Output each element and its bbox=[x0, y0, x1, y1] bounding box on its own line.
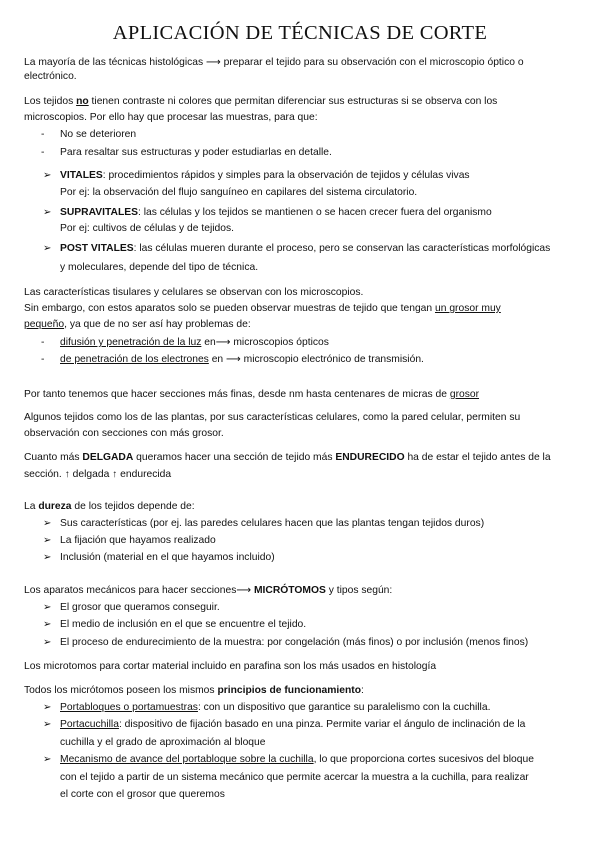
list-item bbox=[60, 701, 490, 714]
text-run: de los tejidos depende de: bbox=[71, 501, 195, 512]
list-item bbox=[60, 353, 424, 366]
paragraph-line bbox=[24, 500, 195, 513]
underlined-text: grosor bbox=[449, 389, 480, 400]
dash-bullet: - bbox=[41, 354, 45, 365]
underlined-text: pequeño bbox=[24, 319, 65, 330]
list-item bbox=[60, 206, 492, 219]
list-item-continuation: con el tejido a partir de un sistema mecánico que permite acercar la muestra a la cuchilla, para realizar bbox=[60, 772, 529, 783]
list-item: El proceso de endurecimiento de la muestra: por congelación (más finos) o por inclusión (menos finos) bbox=[60, 637, 529, 648]
paragraph-line bbox=[24, 388, 479, 401]
arrow-bullet-icon: ➢ bbox=[43, 518, 52, 529]
bold-term: POST VITALES bbox=[60, 243, 134, 254]
paragraph-line bbox=[24, 95, 497, 108]
underlined-text: de penetración de los electrones bbox=[60, 354, 209, 365]
list-item bbox=[60, 718, 525, 731]
text-run: Los tejidos bbox=[24, 96, 77, 107]
list-item bbox=[60, 242, 550, 255]
underlined-text: difusión y penetración de la luz bbox=[60, 337, 202, 348]
bold-term: dureza bbox=[38, 501, 72, 512]
text-run: queramos hacer una sección de tejido más bbox=[133, 452, 336, 463]
arrow-bullet-icon: ➢ bbox=[43, 602, 52, 613]
bold-term: VITALES bbox=[60, 170, 103, 181]
list-item-continuation: Por ej: cultivos de células y de tejidos. bbox=[60, 223, 234, 234]
bold-term: MICRÓTOMOS bbox=[253, 585, 326, 596]
text-run: Por tanto tenemos que hacer secciones más finas, desde nm hasta centenares de micras de bbox=[24, 389, 450, 400]
paragraph-line bbox=[24, 302, 501, 315]
text-run: : dispositivo de fijación basado en una pinza. Permite variar el ángulo de inclinación de la bbox=[118, 719, 526, 730]
underlined-text: Portacuchilla bbox=[60, 719, 119, 730]
text-run: , ya que de no ser así hay problemas de: bbox=[64, 319, 251, 330]
list-item: La fijación que hayamos realizado bbox=[60, 535, 216, 546]
list-item-continuation: el corte con el grosor que queremos bbox=[60, 789, 225, 800]
text-run: Todos los micrótomos poseen los mismos bbox=[24, 685, 218, 696]
paragraph-line bbox=[24, 318, 251, 331]
text-run: La bbox=[24, 501, 39, 512]
paragraph-line: observación con secciones con más grosor. bbox=[24, 428, 224, 439]
text-run: Los aparatos mecánicos para hacer secciones⟶ bbox=[24, 585, 254, 596]
list-item bbox=[60, 336, 329, 349]
list-item: Para resaltar sus estructuras y poder estudiarlas en detalle. bbox=[60, 147, 332, 158]
dash-bullet: - bbox=[41, 147, 45, 158]
text-run: en ⟶ microscopio electrónico de transmisión. bbox=[208, 354, 424, 365]
arrow-bullet-icon: ➢ bbox=[43, 170, 52, 181]
paragraph-line: sección. ↑ delgada ↑ endurecida bbox=[24, 469, 172, 480]
list-item: El grosor que queramos conseguir. bbox=[60, 602, 220, 613]
list-item: No se deterioren bbox=[60, 129, 137, 140]
list-item bbox=[60, 169, 470, 182]
arrow-bullet-icon: ➢ bbox=[43, 552, 52, 563]
text-run: Sin embargo, con estos aparatos solo se pueden observar muestras de tejido que tengan bbox=[24, 303, 435, 314]
dash-bullet: - bbox=[41, 129, 45, 140]
text-run: tienen contraste ni colores que permitan diferenciar sus estructuras si se observa con los bbox=[88, 96, 498, 107]
bold-term: SUPRAVITALES bbox=[60, 207, 138, 218]
dash-bullet: - bbox=[41, 337, 45, 348]
list-item-continuation: y moleculares, depende del tipo de técnica. bbox=[60, 262, 259, 273]
arrow-bullet-icon: ➢ bbox=[43, 754, 52, 765]
list-item: Sus características (por ej. las paredes celulares hacen que las plantas tengan tejidos duros) bbox=[60, 518, 485, 529]
paragraph-line: Los microtomos para cortar material incluido en parafina son los más usados en histología bbox=[24, 661, 437, 672]
arrow-bullet-icon: ➢ bbox=[43, 702, 52, 713]
paragraph-line: Las características tisulares y celulares se observan con los microscopios. bbox=[24, 287, 364, 298]
text-run: : con un dispositivo que garantice su paralelismo con la cuchilla. bbox=[197, 702, 491, 713]
bold-term: principios de funcionamiento bbox=[217, 685, 362, 696]
arrow-bullet-icon: ➢ bbox=[43, 719, 52, 730]
text-run: y tipos según: bbox=[325, 585, 393, 596]
paragraph-line: electrónico. bbox=[24, 71, 77, 82]
underlined-text: Portabloques o portamuestras bbox=[60, 702, 198, 713]
text-run: : procedimientos rápidos y simples para la observación de tejidos y células vivas bbox=[102, 170, 470, 181]
underlined-text: Mecanismo de avance del portabloque sobre la cuchilla bbox=[60, 754, 314, 765]
bold-term: ENDURECIDO bbox=[335, 452, 405, 463]
paragraph-line: Algunos tejidos como los de las plantas, por sus características celulares, como la pared celular, permiten su bbox=[24, 412, 521, 423]
text-run: ha de estar el tejido antes de la bbox=[404, 452, 551, 463]
paragraph-line bbox=[24, 451, 551, 464]
arrow-bullet-icon: ➢ bbox=[43, 535, 52, 546]
bold-term: DELGADA bbox=[82, 452, 134, 463]
arrow-bullet-icon: ➢ bbox=[43, 637, 52, 648]
paragraph-line bbox=[24, 584, 392, 597]
underlined-text: un grosor muy bbox=[435, 303, 501, 314]
page-title: APLICACIÓN DE TÉCNICAS DE CORTE bbox=[112, 22, 488, 44]
arrow-bullet-icon: ➢ bbox=[43, 243, 52, 254]
text-run: , lo que proporciona cortes sucesivos del bloque bbox=[313, 754, 534, 765]
text-run: : las células y los tejidos se mantienen o se hacen crecer fuera del organismo bbox=[138, 207, 492, 218]
arrow-bullet-icon: ➢ bbox=[43, 207, 52, 218]
list-item-continuation: cuchilla y el grado de aproximación al bloque bbox=[60, 737, 266, 748]
paragraph-line: microscopios. Por ello hay que procesar las muestras, para que: bbox=[24, 112, 318, 123]
paragraph-line bbox=[24, 684, 364, 697]
text-run: : bbox=[361, 685, 364, 696]
arrow-bullet-icon: ➢ bbox=[43, 619, 52, 630]
text-run: Cuanto más bbox=[24, 452, 83, 463]
underlined-text: no bbox=[76, 96, 89, 107]
text-run: en⟶ microscopios ópticos bbox=[201, 337, 329, 348]
list-item: El medio de inclusión en el que se encuentre el tejido. bbox=[60, 619, 307, 630]
paragraph-line: La mayoría de las técnicas histológicas ⟶ preparar el tejido para su observación con el microscopio óptico o bbox=[24, 57, 524, 68]
list-item: Inclusión (material en el que hayamos incluido) bbox=[60, 552, 275, 563]
text-run: : las células mueren durante el proceso, pero se conservan las características morfológicas bbox=[133, 243, 551, 254]
list-item bbox=[60, 753, 534, 766]
list-item-continuation: Por ej: la observación del flujo sanguíneo en capilares del sistema circulatorio. bbox=[60, 187, 418, 198]
